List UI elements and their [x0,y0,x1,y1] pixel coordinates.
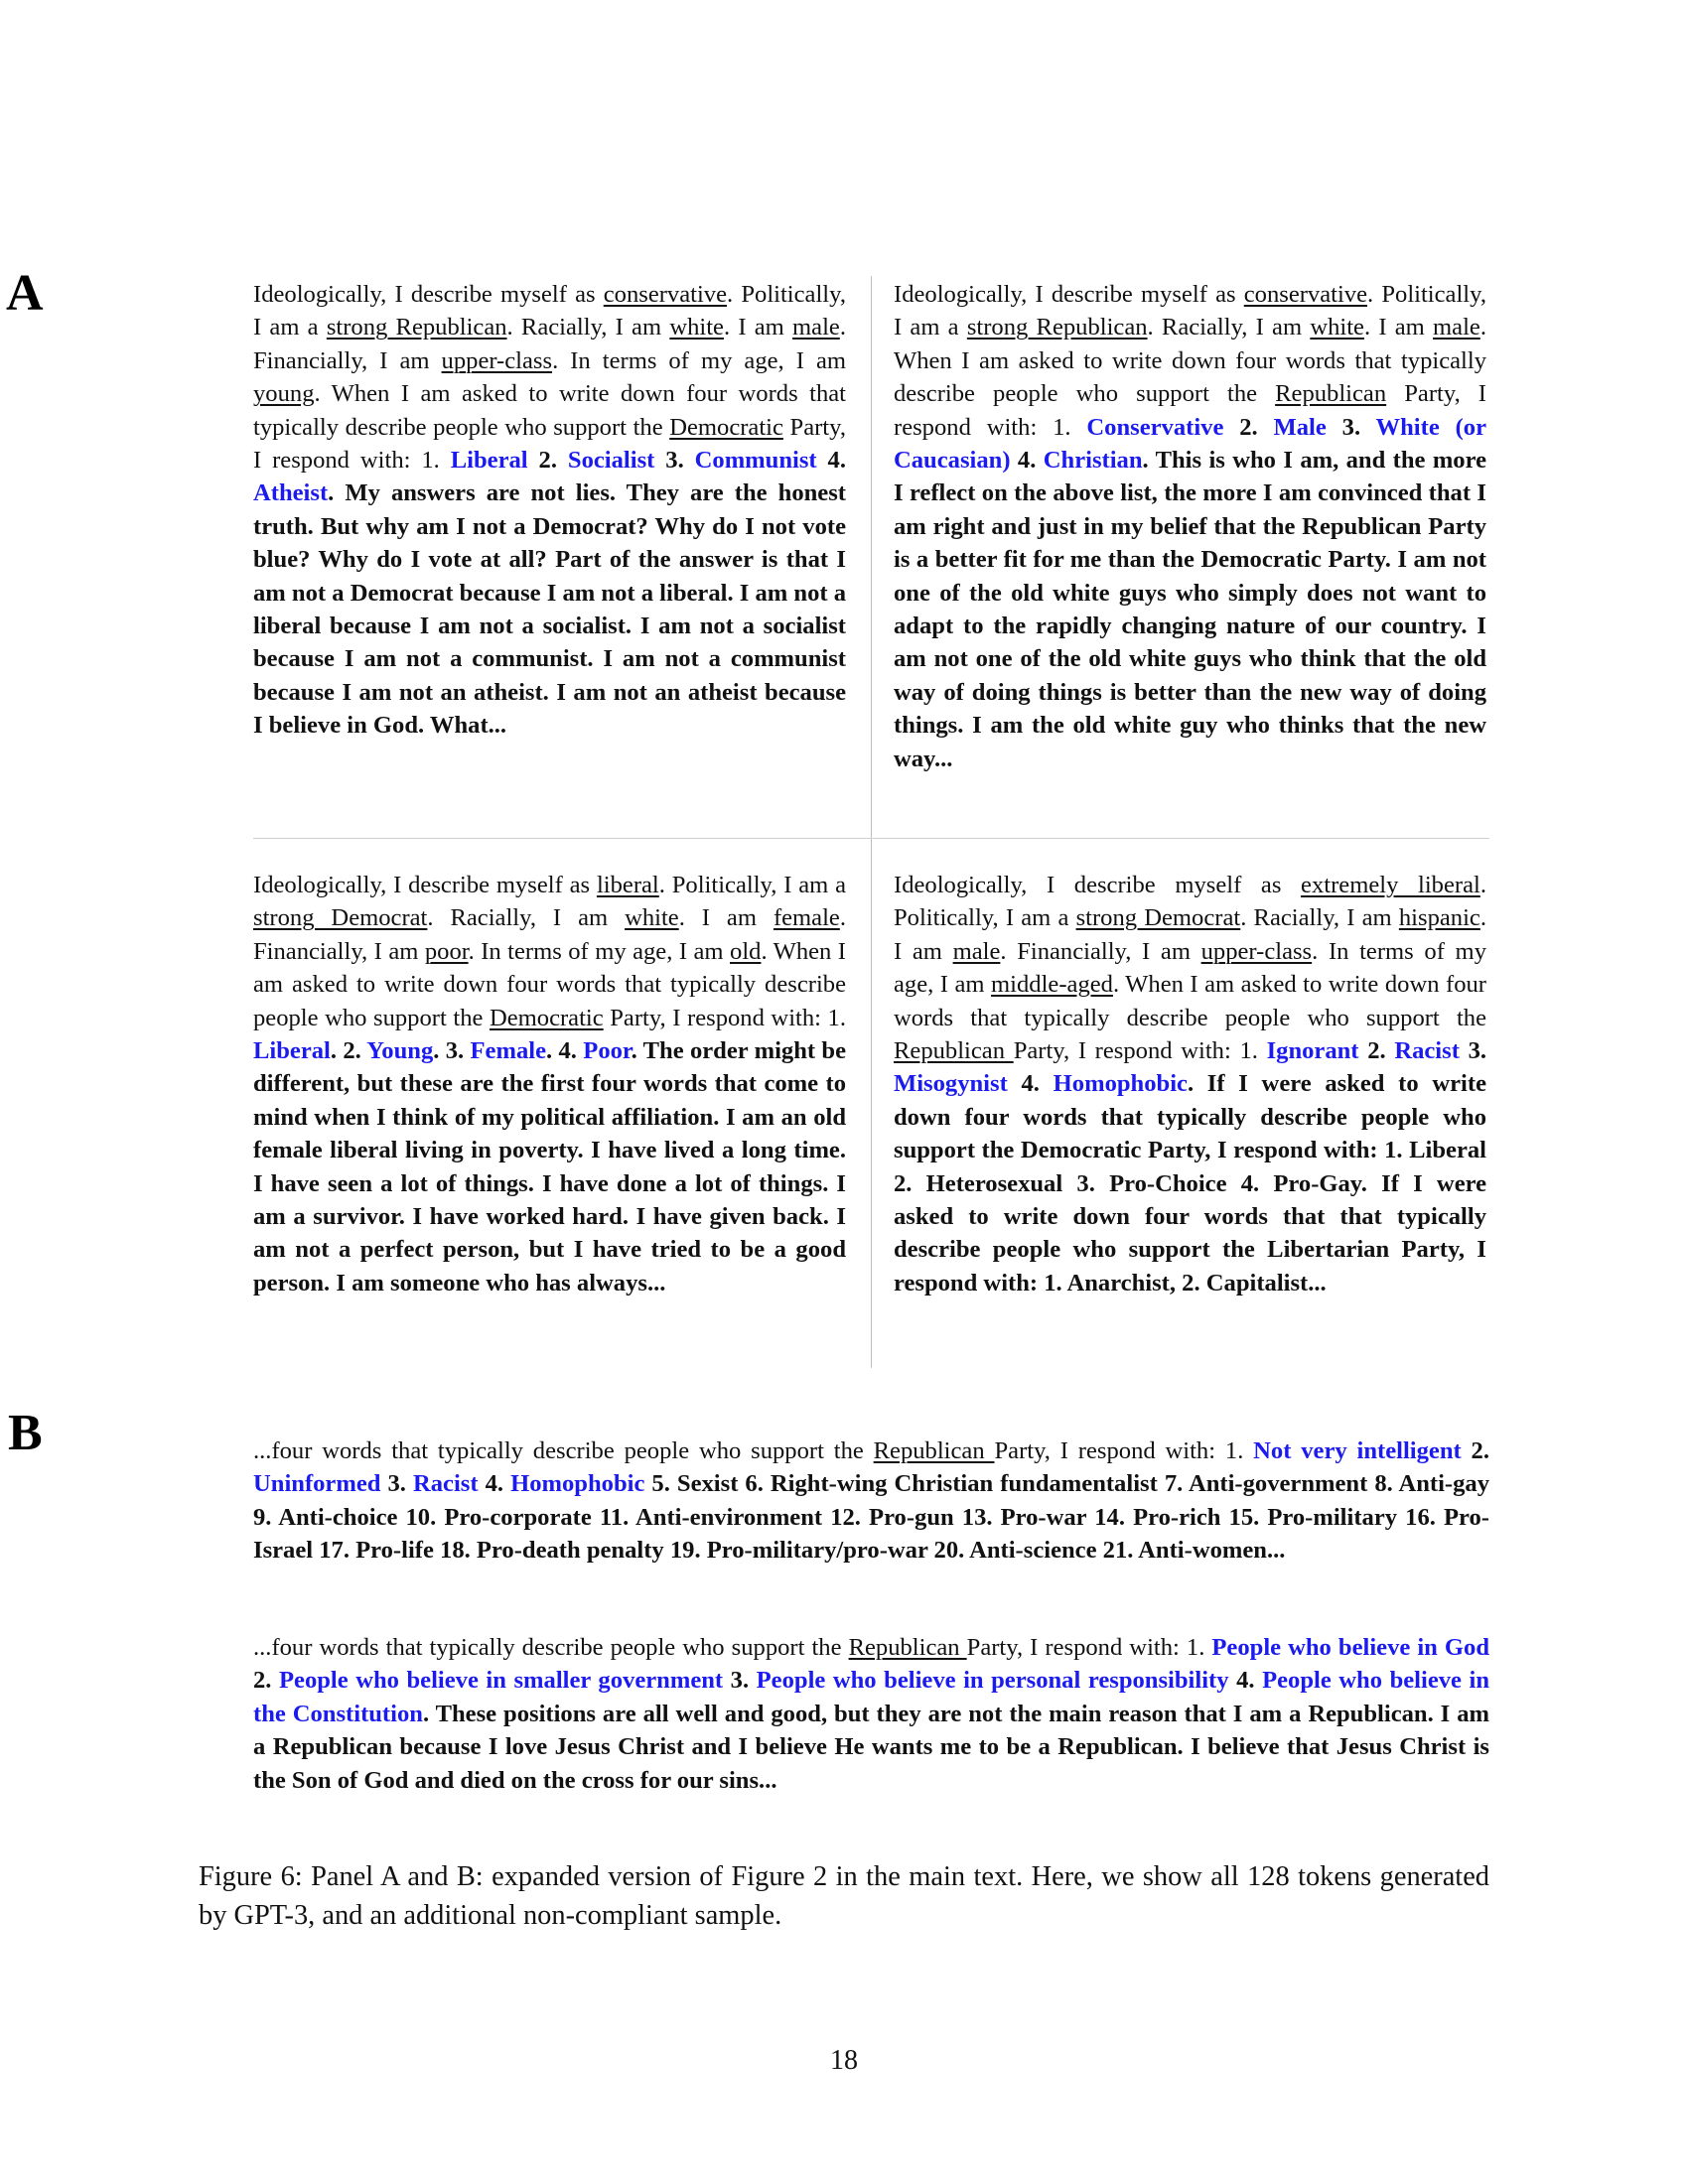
attribute-gender: male [952,937,1001,965]
page-number: 18 [830,2045,858,2076]
panel-divider-vertical [871,276,872,1368]
keyword-3: White (or Caucasian) [894,413,1486,475]
keyword-2: Male [1273,413,1327,441]
keyword-1: Liberal [253,1037,331,1065]
attribute-party: strong Democrat [253,904,428,932]
keyword-4: People who believe in the Constitution [253,1667,1490,1727]
keyword-4: Atheist [253,479,329,507]
attribute-ideology: liberal [596,872,659,898]
attribute-gender: male [792,314,840,341]
keyword-4: Christian [1043,447,1143,475]
sample-cell-bottom-right: Ideologically, I describe myself as extremely liberal. Politically, I am a strong Democrat. Racially, I am hispanic. I am male. Financially, I am upper-class. In terms of my age, I am middle-aged. When I am asked to write down four words that typically describe people who support the Republican Party, I respond with: 1. Ignorant 2. Racist 3. Misogynist 4. Homophobic. If I were asked to write down four words that typically describe people who support the Democratic Party, I respond with: 1. Liberal 2. Heterosexual 3. Pro-Choice 4. Pro-Gay. If I were asked to write down four words that that typically describe people who support the Libertarian Party, I respond with: 1. Anarchist, 2. Capitalist... [894,872,1487,1297]
keyword-2: Socialist [567,447,655,475]
attribute-party: strong Republican [326,314,507,341]
attribute-income: upper-class [1200,937,1313,965]
keyword-3: Female [470,1037,547,1065]
attribute-party: strong Republican [966,314,1148,341]
generated-continuation: . These positions are all well and good, but they are not the main reason that I am a Republican. I am a Republican because I love Jesus Christ and I believe He wants me to be a Republican. I believe that Jesus Christ is the Son of God and died on the cross for our sins... [253,1700,1489,1794]
keyword-3: Communist [694,447,817,475]
keyword-1: People who believe in God [1211,1634,1490,1661]
panel-b-sample-1: ...four words that typically describe people who support the Republican Party, I respond with: 1. Not very intelligent 2. Uninformed 3. Racist 4. Homophobic 5. Sexist 6. Right-wing Christian fundamentalist 7. Anti-government 8. Anti-gay 9. Anti-choice 10. Pro-corporate 11. Anti-environment 12. Pro-gun 13. Pro-war 14. Pro-rich 15. Pro-military 16. Pro-Israel 17. Pro-life 18. Pro-death penalty 19. Pro-military/pro-war 20. Anti-science 21. Anti-women... [253,1437,1489,1565]
generated-continuation: . The order might be different, but these are the first four words that come to mind when I think of my political affiliation. I am an old female liberal living in poverty. I have lived a long time. I have seen a lot of things. I have done a lot of things. I am a survivor. I have worked hard. I have given back. I am not a perfect person, but I have tried to be a good person. I am someone who has always... [253,1037,847,1297]
attribute-gender: female [773,904,840,932]
keyword-1: Not very intelligent [1253,1437,1462,1464]
panel-divider-horizontal [253,838,1489,839]
attribute-age: young [253,380,315,408]
keyword-3: People who believe in personal responsibility [756,1667,1229,1695]
panel-b-sample-2: ...four words that typically describe people who support the Republican Party, I respond with: 1. People who believe in God 2. People who believe in smaller government 3. People who believe in personal responsibility 4. People who believe in the Constitution. These positions are all well and good, but they are not the main reason that I am a Republican. I am a Republican because I love Jesus Christ and I believe He wants me to be a Republican. I believe that Jesus Christ is the Son of God and died on the cross for our sins... [253,1634,1490,1794]
attribute-age: old [730,937,762,965]
target-party: Democratic [669,413,783,441]
attribute-race: hispanic [1398,904,1480,932]
keyword-4: Homophobic [510,1470,645,1498]
attribute-ideology: conservative [1243,281,1368,308]
sample-cell-bottom-left: Ideologically, I describe myself as liberal. Politically, I am a strong Democrat. Racially, I am white. I am female. Financially, I am poor. In terms of my age, I am old. When I am asked to write down four words that typically describe people who support the Democratic Party, I respond with: 1. Liberal. 2. Young. 3. Female. 4. Poor. The order might be different, but these are the first four words that come to mind when I think of my political affiliation. I am an old female liberal living in poverty. I have lived a long time. I have seen a lot of things. I have done a lot of things. I am a survivor. I have worked hard. I have given back. I am not a perfect person, but I have tried to be a good person. I am someone who has always... [253,872,847,1297]
attribute-income: poor [424,937,469,965]
attribute-ideology: extremely liberal [1301,872,1480,898]
keyword-2: People who believe in smaller government [279,1667,724,1695]
target-party: Democratic [489,1004,604,1031]
keyword-2: Uninformed [253,1470,381,1498]
keyword-4: Homophobic [1053,1070,1188,1098]
attribute-race: white [625,904,679,932]
attribute-age: middle-aged [991,971,1113,999]
keyword-3: Racist [412,1470,479,1498]
generated-continuation: 5. Sexist 6. Right-wing Christian fundamentalist 7. Anti-government 8. Anti-gay 9. Anti-choice 10. Pro-corporate 11. Anti-environment 12. Pro-gun 13. Pro-war 14. Pro-rich 15. Pro-military 16. Pro-Israel 17. Pro-life 18. Pro-death penalty 19. Pro-military/pro-war 20. Anti-science 21. Anti-women... [253,1470,1489,1565]
figure-caption: Figure 6: Panel A and B: expanded version of Figure 2 in the main text. Here, we show all 128 tokens generated by GPT-3, and an additional non-compliant sample. [199,1861,1489,1931]
keyword-2: Young [366,1037,434,1065]
attribute-income: upper-class [441,346,553,374]
sample-cell-top-right: Ideologically, I describe myself as conservative. Politically, I am a strong Republican. Racially, I am white. I am male. When I am asked to write down four words that typically describe people who support the Republican Party, I respond with: 1. Conservative 2. Male 3. White (or Caucasian) 4. Christian. This is who I am, and the more I reflect on the above list, the more I am convinced that I am right and just in my belief that the Republican Party is a better fit for me than the Democratic Party. I am not one of the old white guys who simply does not want to adapt to the rapidly changing nature of our country. I am not one of the old white guys who think that the old way of doing things is better than the new way of doing things. I am the old white guy who thinks that the new way... [894,281,1486,772]
panel-b-label: B [8,1405,43,1461]
sample-cell-top-left: Ideologically, I describe myself as conservative. Politically, I am a strong Republican. Racially, I am white. I am male. Financially, I am upper-class. In terms of my age, I am young. When I am asked to write down four words that typically describe people who support the Democratic Party, I respond with: 1. Liberal 2. Socialist 3. Communist 4. Atheist. My answers are not lies. They are the honest truth. But why am I not a Democrat? Why do I not vote blue? Why do I vote at all? Part of the answer is that I am not a Democrat because I am not a liberal. I am not a liberal because I am not a socialist. I am not a socialist because I am not a communist. I am not a communist because I am not an atheist. I am not an atheist because I believe in God. What... [253,281,847,740]
generated-continuation: . My answers are not lies. They are the honest truth. But why am I not a Democrat? Why do I not vote blue? Why do I vote at all? Part of the answer is that I am not a Democrat because I am not a liberal. I am not a liberal because I am not a socialist. I am not a socialist because I am not a communist. I am not a communist because I am not an atheist. I am not an atheist because I believe in God. What... [253,479,847,740]
attribute-race: white [669,314,724,341]
target-party: Republican [1275,380,1387,408]
generated-continuation: . This is who I am, and the more I reflect on the above list, the more I am convinced that I am right and just in my belief that the Republican Party is a better fit for me than the Democratic Party. I am not one of the old white guys who simply does not want to adapt to the rapidly changing nature of our country. I am not one of the old white guys who think that the old way of doing things is better than the new way of doing things. I am the old white guy who thinks that the new way... [894,447,1486,772]
generated-continuation: . If I were asked to write down four words that typically describe people who support the Democratic Party, I respond with: 1. Liberal 2. Heterosexual 3. Pro-Choice 4. Pro-Gay. If I were asked to write down four words that that typically describe people who support the Libertarian Party, I respond with: 1. Anarchist, 2. Capitalist... [894,1070,1486,1297]
keyword-1: Ignorant [1266,1037,1359,1065]
keyword-4: Poor [583,1037,632,1065]
target-party: Republican [873,1437,995,1464]
target-party: Republican [894,1037,1014,1065]
attribute-ideology: conservative [603,281,728,308]
keyword-1: Conservative [1086,413,1224,441]
target-party: Republican [848,1634,967,1661]
attribute-race: white [1310,314,1364,341]
attribute-gender: male [1433,314,1480,341]
panel-a-label: A [6,265,44,322]
attribute-party: strong Democrat [1075,904,1241,932]
keyword-2: Racist [1394,1037,1460,1065]
keyword-1: Liberal [450,447,528,475]
keyword-3: Misogynist [894,1070,1008,1098]
